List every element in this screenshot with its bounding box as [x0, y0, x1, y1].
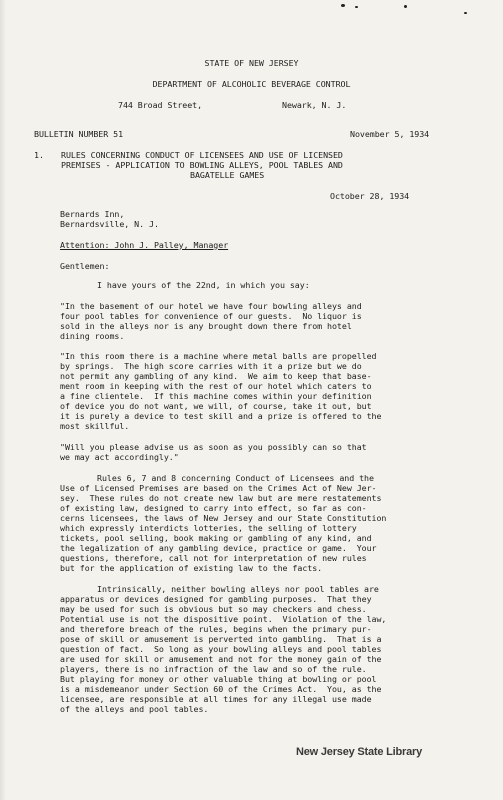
body-line: Use of Licensed Premises are based on the Crimes Act of New Jer-	[60, 483, 377, 493]
body-line: dining rooms.	[60, 331, 125, 341]
scan-speck	[355, 6, 358, 8]
body-line: not permit any gambling of any kind. We aim to keep that base-	[60, 371, 372, 381]
body-line: are used for skill or amusement and not for the money gain of the	[60, 654, 382, 664]
body-line: "Will you please advise us as soon as you possibly can so that	[60, 442, 367, 452]
body-line: "In the basement of our hotel we have four bowling alleys and	[60, 301, 362, 311]
scan-speck	[404, 5, 407, 8]
body-line: questions, therefore, call not for interpretation of new rules	[60, 553, 367, 563]
scan-speck	[341, 4, 345, 7]
header-state: STATE OF NEW JERSEY	[204, 58, 299, 68]
addressee-line: Bernardsville, N. J.	[60, 219, 159, 229]
bulletin-number: BULLETIN NUMBER 51	[34, 129, 124, 139]
bulletin-date: November 5, 1934	[350, 129, 430, 139]
body-line: by springs. The high score carries with it a prize but we do	[60, 361, 362, 371]
body-line: But playing for money or other valuable thing at bowling or pool	[60, 674, 377, 684]
addressee-line: Bernards Inn,	[60, 209, 125, 219]
body-line: sey. These rules do not create new law but are mere restatements	[60, 493, 382, 503]
scan-speck	[464, 12, 467, 14]
body-line: four pool tables for convenience of our guests. No liquor is	[60, 311, 362, 321]
header-city: Newark, N. J.	[282, 100, 347, 110]
body-line: Potential use is not the dispositive point. Violation of the law,	[60, 614, 387, 624]
item-title-line: PREMISES - APPLICATION TO BOWLING ALLEYS, POOL TABLES AND	[61, 160, 343, 170]
body-line: pose of skill or amusement is perverted into gambling. That is a	[60, 634, 382, 644]
item-title-line: RULES CONCERNING CONDUCT OF LICENSEES AND USE OF LICENSED	[61, 150, 343, 160]
body-line: Rules 6, 7 and 8 concerning Conduct of Licensees and the	[97, 473, 374, 483]
body-line: of existing law, designed to carry into effect, so far as con-	[60, 503, 367, 513]
body-line: "In this room there is a machine where metal balls are propelled	[60, 351, 377, 361]
salutation: Gentlemen:	[60, 261, 110, 271]
body-line: of the alleys and pool tables.	[60, 704, 209, 714]
body-line: tickets, pool selling, book making or gambling of any kind, and	[60, 533, 372, 543]
body-line: licensee, are responsible at all times for any illegal use made	[60, 694, 372, 704]
body-line: sold in the alleys nor is any brought down there from hotel	[60, 321, 352, 331]
body-line: Intrinsically, neither bowling alleys nor pool tables are	[97, 584, 379, 594]
body-line: the legalization of any gambling device, practice or game. Your	[60, 543, 377, 553]
body-line: which expressly interdicts lotteries, the selling of lottery	[60, 523, 357, 533]
item-number: 1.	[34, 150, 44, 160]
body-line: and therefore breach of the rules, begins when the primary pur-	[60, 624, 372, 634]
item-title-line: BAGATELLE GAMES	[190, 170, 265, 180]
body-line: is a misdemeanor under Section 60 of the Crimes Act. You, as the	[60, 684, 382, 694]
attention-line: Attention: John J. Palley, Manager	[60, 240, 229, 250]
body-line: it is purely a device to test skill and a prize is offered to the	[60, 411, 382, 421]
body-line: question of fact. So long as your bowling alleys and pool tables	[60, 644, 382, 654]
body-line: cerns licensees, the laws of New Jersey and our State Constitution	[60, 513, 387, 523]
body-line: may be used for such is obvious but so may checkers and chess.	[60, 604, 367, 614]
letter-date: October 28, 1934	[330, 191, 410, 201]
header-street: 744 Broad Street,	[118, 100, 203, 110]
body-line: a fine clientele. If this machine comes within your definition	[60, 391, 372, 401]
body-line: players, there is no infraction of the law and so of the rule.	[60, 664, 367, 674]
scan-edge-shadow	[0, 0, 6, 800]
library-stamp: New Jersey State Library	[296, 746, 423, 758]
body-line: ment room in keeping with the rest of our hotel which caters to	[60, 381, 372, 391]
body-line: I have yours of the 22nd, in which you say:	[97, 280, 310, 290]
header-department: DEPARTMENT OF ALCOHOLIC BEVERAGE CONTROL	[152, 79, 351, 89]
body-line: we may act accordingly."	[60, 452, 179, 462]
body-line: most skillful.	[60, 421, 130, 431]
body-line: but for the application of existing law to the facts.	[60, 563, 323, 573]
body-line: of device you do not want, we will, of course, take it out, but	[60, 401, 372, 411]
body-line: apparatus or devices designed for gambling purposes. That they	[60, 594, 372, 604]
